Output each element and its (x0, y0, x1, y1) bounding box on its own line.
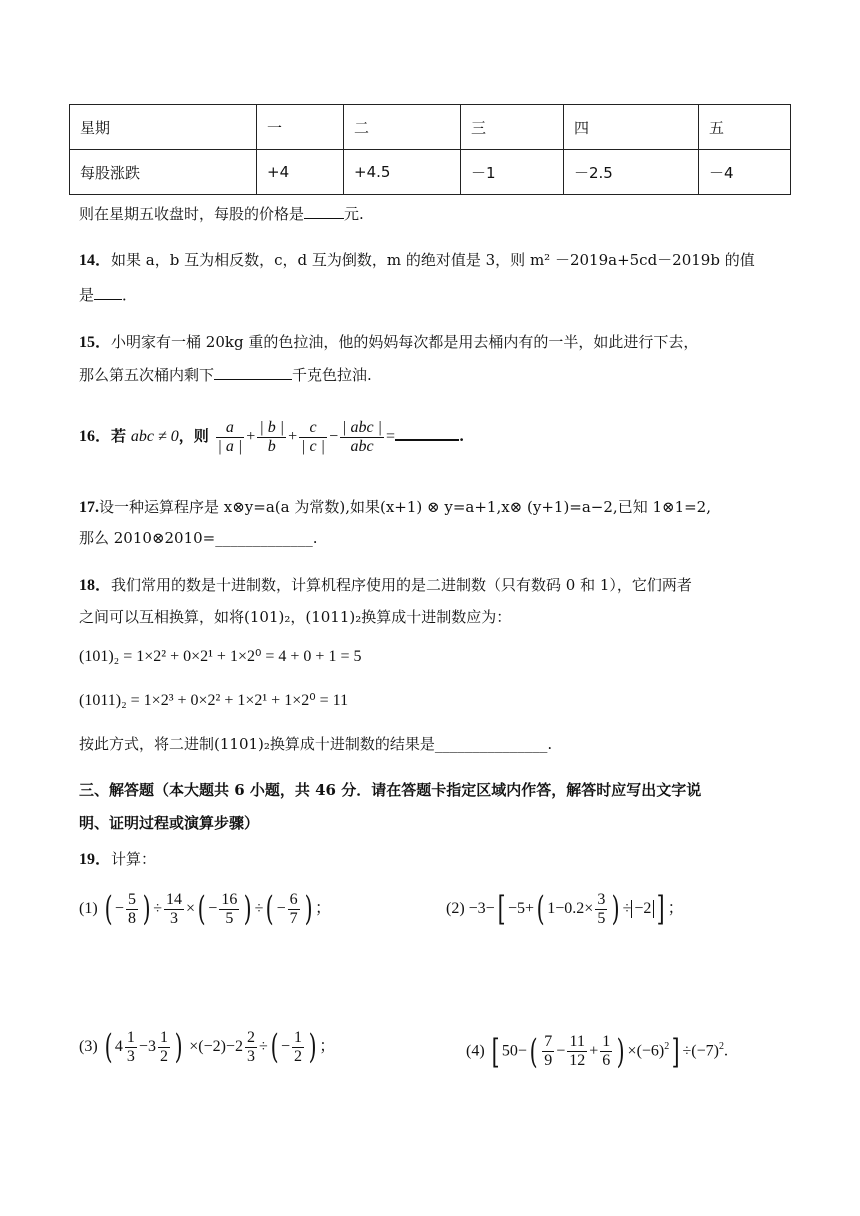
answer-blank[interactable] (94, 285, 122, 300)
fraction (340, 419, 384, 456)
q17-line2 (79, 527, 318, 549)
answer-blank[interactable]: _____________ (215, 529, 313, 547)
table-row (70, 105, 791, 150)
fraction (216, 419, 245, 456)
stock-change-table (69, 104, 791, 195)
q16-line: 16．若 abc ≠ 0，则 $\frac{a}{| a |}$ + $\frac{| b |}{b}$ + $\frac{c}{| c |}$ − $\frac{\text{| abc |}}{\text{abc}}$ = . (79, 418, 465, 455)
question-number: 14． (79, 252, 112, 269)
table-cell: －4 (699, 150, 791, 195)
denominator: abc (350, 437, 374, 455)
q18-equation-2 (79, 690, 348, 712)
equation: (101)₂ = 1×2² + 0×2¹ + 1×2⁰ = 4 + 0 + 1 = 5 (79, 648, 362, 665)
q14-text: 是 (79, 286, 95, 304)
table-cell: 每股涨跌 (70, 150, 257, 195)
q13-text-end: 元. (344, 205, 364, 223)
question-number: 15． (79, 334, 112, 351)
denominator: | a | (217, 437, 243, 455)
table-cell: +4 (257, 150, 344, 195)
q18-line1 (79, 574, 692, 597)
table-cell: 星期 (70, 105, 257, 150)
table-cell: 一 (257, 105, 344, 150)
q19-part1: (1) ( − $\frac{5}{8}$ ) ÷ $\frac{14}{3}$ ×( − $\frac{16}{5}$ ) ÷( − $\frac{6}{7}$ ) ； (79, 889, 331, 930)
answer-blank[interactable]: _______________ (434, 735, 548, 753)
table-cell: 四 (564, 105, 699, 150)
q14-text-end: ． (122, 286, 138, 304)
section-heading-line: 明、证明过程或演算步骤） (79, 814, 260, 832)
q13-text: 则在星期五收盘时，每股的价格是 (79, 205, 305, 223)
q15-text: 小明家有一桶 20kg 重的色拉油，他的妈妈每次都是用去桶内有的一半，如此进行下去， (111, 333, 699, 351)
table-cell: +4.5 (344, 150, 461, 195)
q16-text: 若 (111, 427, 127, 445)
answer-blank[interactable] (304, 204, 344, 219)
section-heading-cont (79, 812, 259, 834)
question-number: 16． (79, 428, 112, 445)
denominator: | c | (301, 437, 326, 455)
numerator: | b | (259, 418, 285, 436)
q13-answer-line (79, 203, 364, 225)
q17-line1 (79, 496, 711, 519)
denominator: b (267, 437, 276, 455)
numerator: a (216, 419, 245, 438)
part-label: (4) (466, 1042, 485, 1060)
q17-text: 那么 2010⊗2010= (79, 529, 216, 547)
q17-text: 设一种运算程序是 x⊗y=a(a 为常数),如果(x+1) ⊗ y=a+1,x⊗ (y+1)=a−2,已知 1⊗1=2, (99, 498, 711, 516)
table-cell: 五 (699, 105, 791, 150)
q14-line2 (79, 284, 137, 306)
table-cell: 二 (344, 105, 461, 150)
q15-line2 (79, 364, 372, 386)
numerator: | abc | (342, 418, 382, 436)
q15-text-end: 千克色拉油. (292, 366, 372, 384)
fraction (257, 419, 286, 456)
q17-text-end: . (312, 529, 318, 547)
q14-line1 (79, 249, 755, 272)
equals-sign: = (386, 428, 396, 445)
q18-text: 我们常用的数是十进制数，计算机程序使用的是二进制数（只有数码 0 和 1），它们两者 (111, 576, 692, 594)
q19-title (79, 848, 156, 871)
q19-part2: (2) −3−[ −5+( 1−0.2× $\frac{3}{5}$ ) ÷ −2 ] ； (446, 889, 684, 930)
q16-condition: abc ≠ 0 (130, 428, 179, 445)
section-heading (79, 779, 701, 801)
q16-text-end: . (459, 427, 465, 445)
question-number: 19． (79, 851, 112, 868)
part-label: (2) (446, 900, 465, 917)
equation: (1011)₂ = 1×2³ + 0×2² + 1×2¹ + 1×2⁰ = 11 (79, 692, 349, 709)
q18-line5 (79, 733, 552, 755)
section-heading-line: 三、解答题（本大题共 6 小题，共 46 分．请在答题卡指定区域内作答，解答时应写出文字说 (79, 781, 702, 799)
q18-text: 之间可以互相换算，如将(101)₂，(1011)₂换算成十进制数应为： (79, 608, 512, 626)
q15-text: 那么第五次桶内剩下 (79, 366, 215, 384)
q14-text: 如果 a，b 互为相反数，c，d 互为倒数，m 的绝对值是 3，则 m² －2019a+5cd－2019b 的值 (111, 251, 755, 269)
q18-line2 (79, 606, 511, 628)
table-cell: 三 (461, 105, 564, 150)
fraction (299, 419, 327, 456)
question-number: 18． (79, 577, 112, 594)
answer-blank[interactable] (214, 365, 292, 380)
q19-part4: (4) [ 50−( $\frac{7}{9}$ − $\frac{11}{12}$ + $\frac{1}{6}$ ) $\times(-6)^2] \div(-7)^2$. (466, 1031, 728, 1072)
table-cell: －2.5 (564, 150, 699, 195)
q18-text: 按此方式，将二进制(1101)₂换算成十进制数的结果是 (79, 735, 435, 753)
q19-text: 计算： (111, 850, 157, 868)
numerator: c (299, 419, 327, 438)
q15-line1 (79, 331, 698, 354)
q18-equation-1 (79, 646, 361, 668)
table-cell: －1 (461, 150, 564, 195)
q18-text-end: . (547, 735, 553, 753)
table-row (70, 150, 791, 195)
part-label: (1) (79, 900, 98, 917)
q19-part3: (3) ( 4 $\frac{1}{3}$ −3 $\frac{1}{2}$ ) ×(−2)−2 $\frac{2}{3}$ ÷( − $\frac{1}{2}$ ) ； (79, 1027, 336, 1068)
part-label: (3) (79, 1038, 98, 1055)
question-number: 17. (79, 499, 99, 516)
answer-blank[interactable] (395, 425, 459, 441)
q16-text: ，则 (178, 427, 209, 445)
